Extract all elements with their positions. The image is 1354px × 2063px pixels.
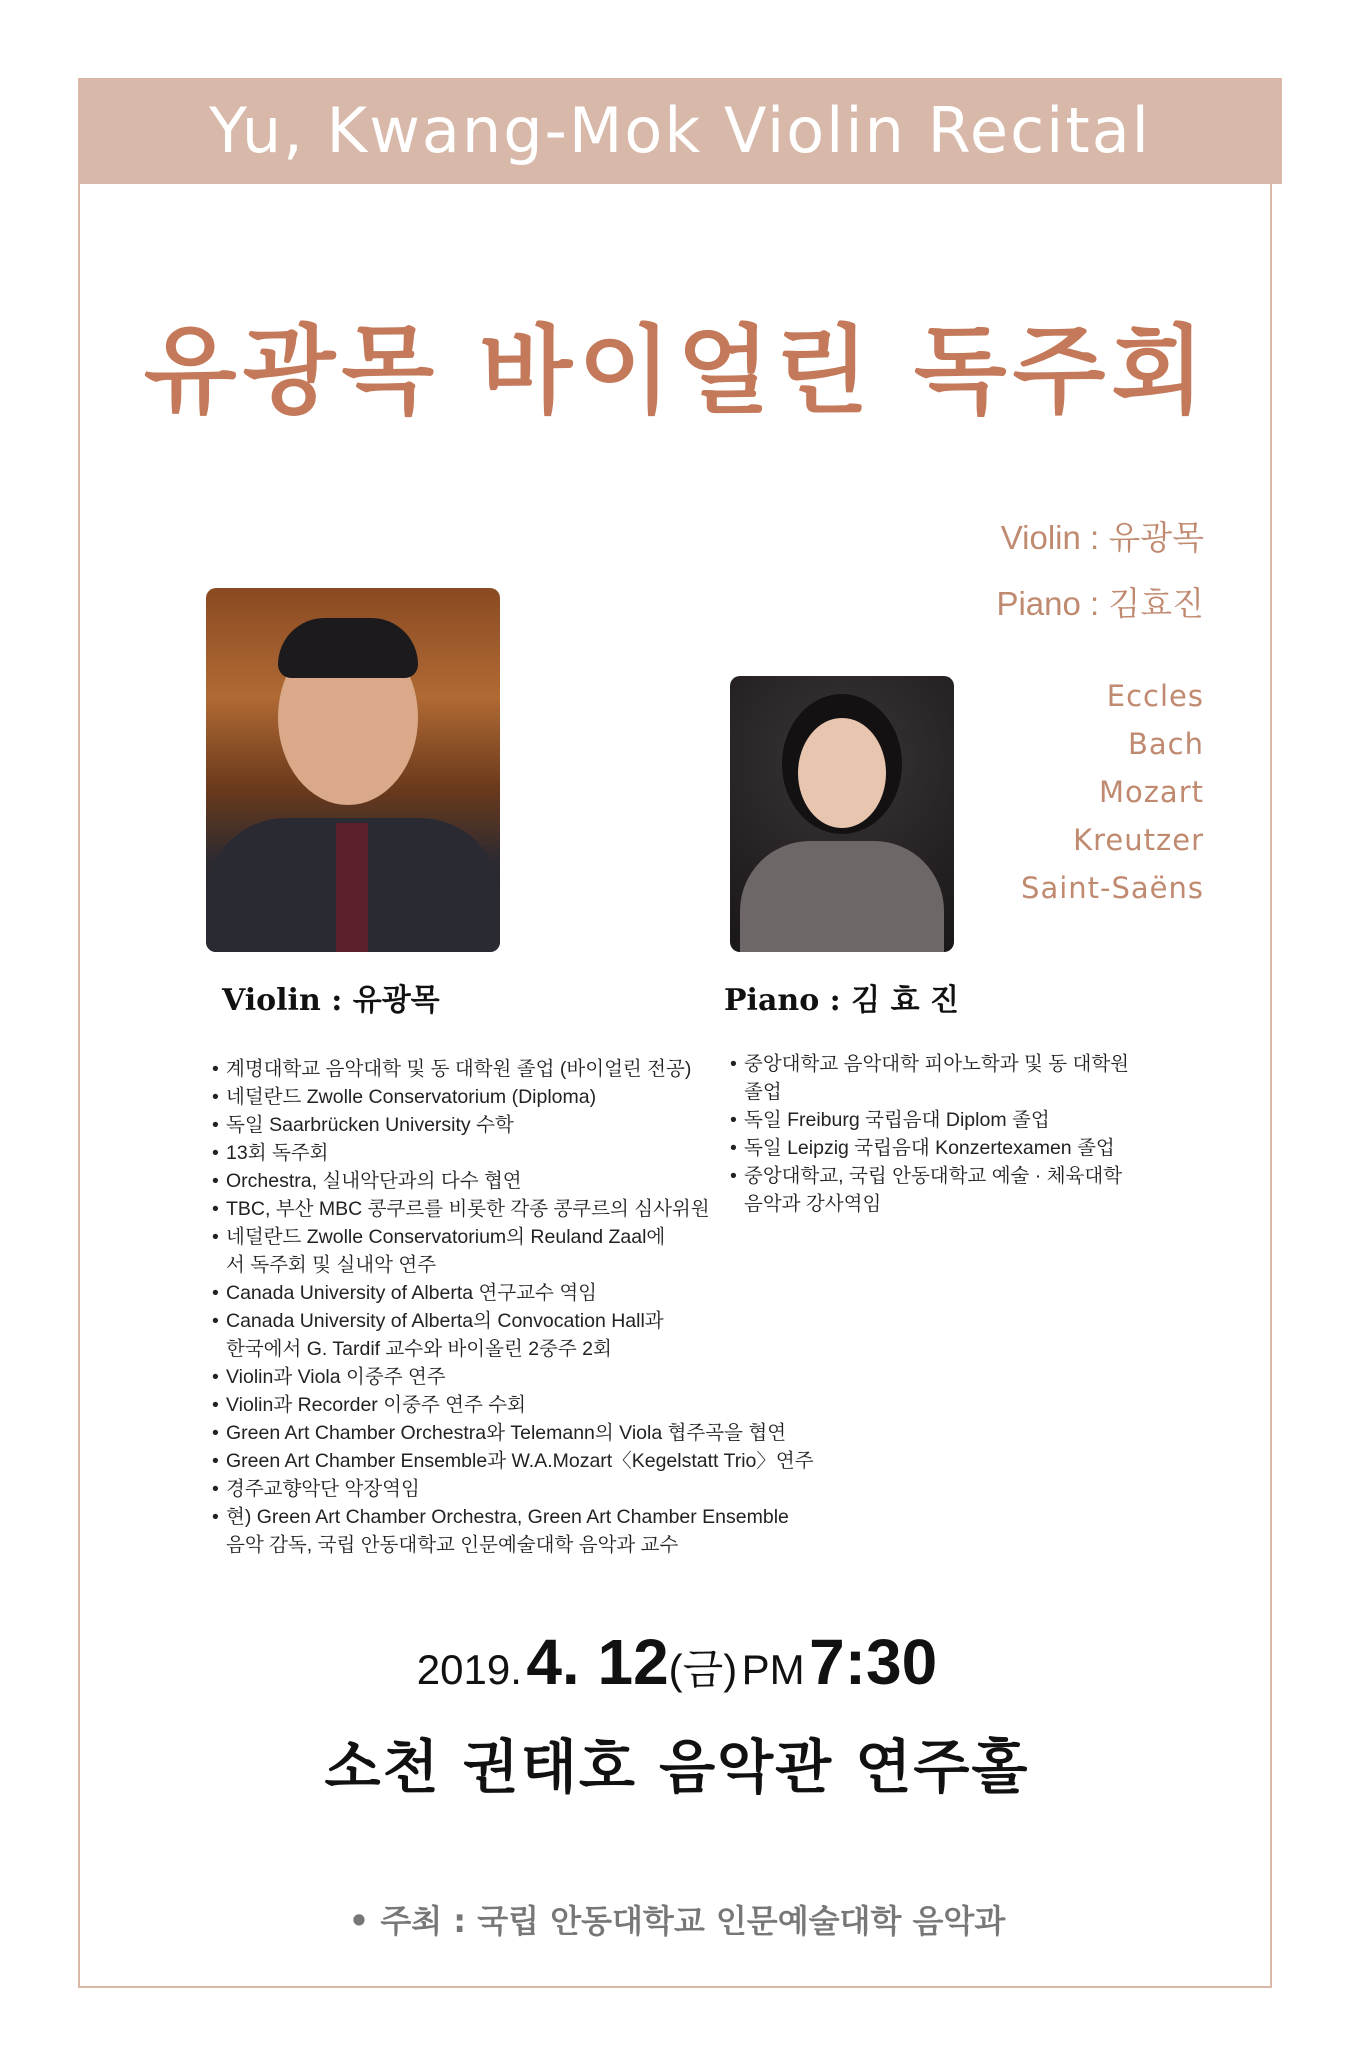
composer-item: Kreutzer [1073, 823, 1204, 857]
violinist-photo [206, 588, 500, 952]
performer-violin: Violin : 유광목 [1000, 519, 1204, 556]
bio-item: • TBC, 부산 MBC 콩쿠르를 비롯한 각종 콩쿠르의 심사위원 [212, 1195, 832, 1223]
pianist-photo [730, 676, 954, 952]
composer-item: Mozart [1098, 775, 1204, 809]
composer-item: Saint-Saëns [1021, 871, 1204, 905]
bio-item: • 현) Green Art Chamber Orchestra, Green Art Chamber Ensemble 음악 감독, 국립 안동대학교 인문예술대학 음악과 교수 [212, 1503, 806, 1559]
event-time: 7:30 [809, 1626, 938, 1698]
event-year: 2019. [416, 1646, 522, 1693]
performers-list [996, 505, 1204, 637]
performer-piano: Piano : 김효진 [996, 585, 1204, 622]
bio-item: • Green Art Chamber Ensemble과 W.A.Mozart〈Kegelstatt Trio〉연주 [212, 1447, 832, 1475]
violinist-tie [336, 823, 368, 952]
bio-item: • 네덜란드 Zwolle Conservatorium (Diploma) [212, 1083, 832, 1111]
bio-item: • Violin과 Viola 이중주 연주 [212, 1363, 832, 1391]
bio-item: • Violin과 Recorder 이중주 연주 수회 [212, 1391, 832, 1419]
event-date [0, 1625, 1354, 1699]
composers-list [1021, 672, 1204, 912]
bio-item: • 경주교향악단 악장역임 [212, 1475, 832, 1503]
bio-item: • 독일 Saarbrücken University 수학 [212, 1111, 832, 1139]
pianist-blouse [740, 841, 944, 952]
page-title: 유광목 바이얼린 독주회 [143, 315, 1211, 427]
composer-item: Bach [1128, 727, 1204, 761]
event-month-day: 4. 12 [526, 1626, 669, 1698]
bio-item: • 중앙대학교 음악대학 피아노학과 및 동 대학원 졸업 [730, 1050, 1150, 1106]
bio-item: • 독일 Freiburg 국립음대 Diplom 졸업 [730, 1106, 1150, 1134]
bio-item: • Orchestra, 실내악단과의 다수 협연 [212, 1167, 832, 1195]
bio-item: • 계명대학교 음악대학 및 동 대학원 졸업 (바이얼린 전공) [212, 1055, 832, 1083]
bio-item: • 네덜란드 Zwolle Conservatorium의 Reuland Zaal에서 독주회 및 실내악 연주 [212, 1223, 666, 1279]
bio-item: • 중앙대학교, 국립 안동대학교 예술 · 체육대학 음악과 강사역임 [730, 1162, 1144, 1218]
event-ampm: PM [741, 1646, 805, 1693]
bio-item: • Canada University of Alberta의 Convocation Hall과 한국에서 G. Tardif 교수와 바이올린 2중주 2회 [212, 1307, 666, 1363]
composer-item: Eccles [1106, 679, 1204, 713]
violinist-label: Violin : 유광목 [222, 983, 440, 1018]
pianist-face [798, 718, 886, 828]
pianist-label: Piano : 김 효 진 [724, 983, 960, 1018]
bio-item: • 13회 독주회 [212, 1139, 832, 1167]
violinist-hair [278, 618, 418, 678]
event-host: • 주최 : 국립 안동대학교 인문예술대학 음악과 [348, 1902, 1006, 1940]
event-weekday: (금) [668, 1646, 738, 1693]
event-venue: 소천 권태호 음악관 연주홀 [324, 1733, 1030, 1801]
header-banner: Yu, Kwang-Mok Violin Recital [78, 78, 1282, 184]
bio-item: • Canada University of Alberta 연구교수 역임 [212, 1279, 832, 1307]
pianist-bio [730, 1050, 1150, 1218]
bio-item: • Green Art Chamber Orchestra와 Telemann의 Viola 협주곡을 협연 [212, 1419, 832, 1447]
bio-item: • 독일 Leipzig 국립음대 Konzertexamen 졸업 [730, 1134, 1150, 1162]
